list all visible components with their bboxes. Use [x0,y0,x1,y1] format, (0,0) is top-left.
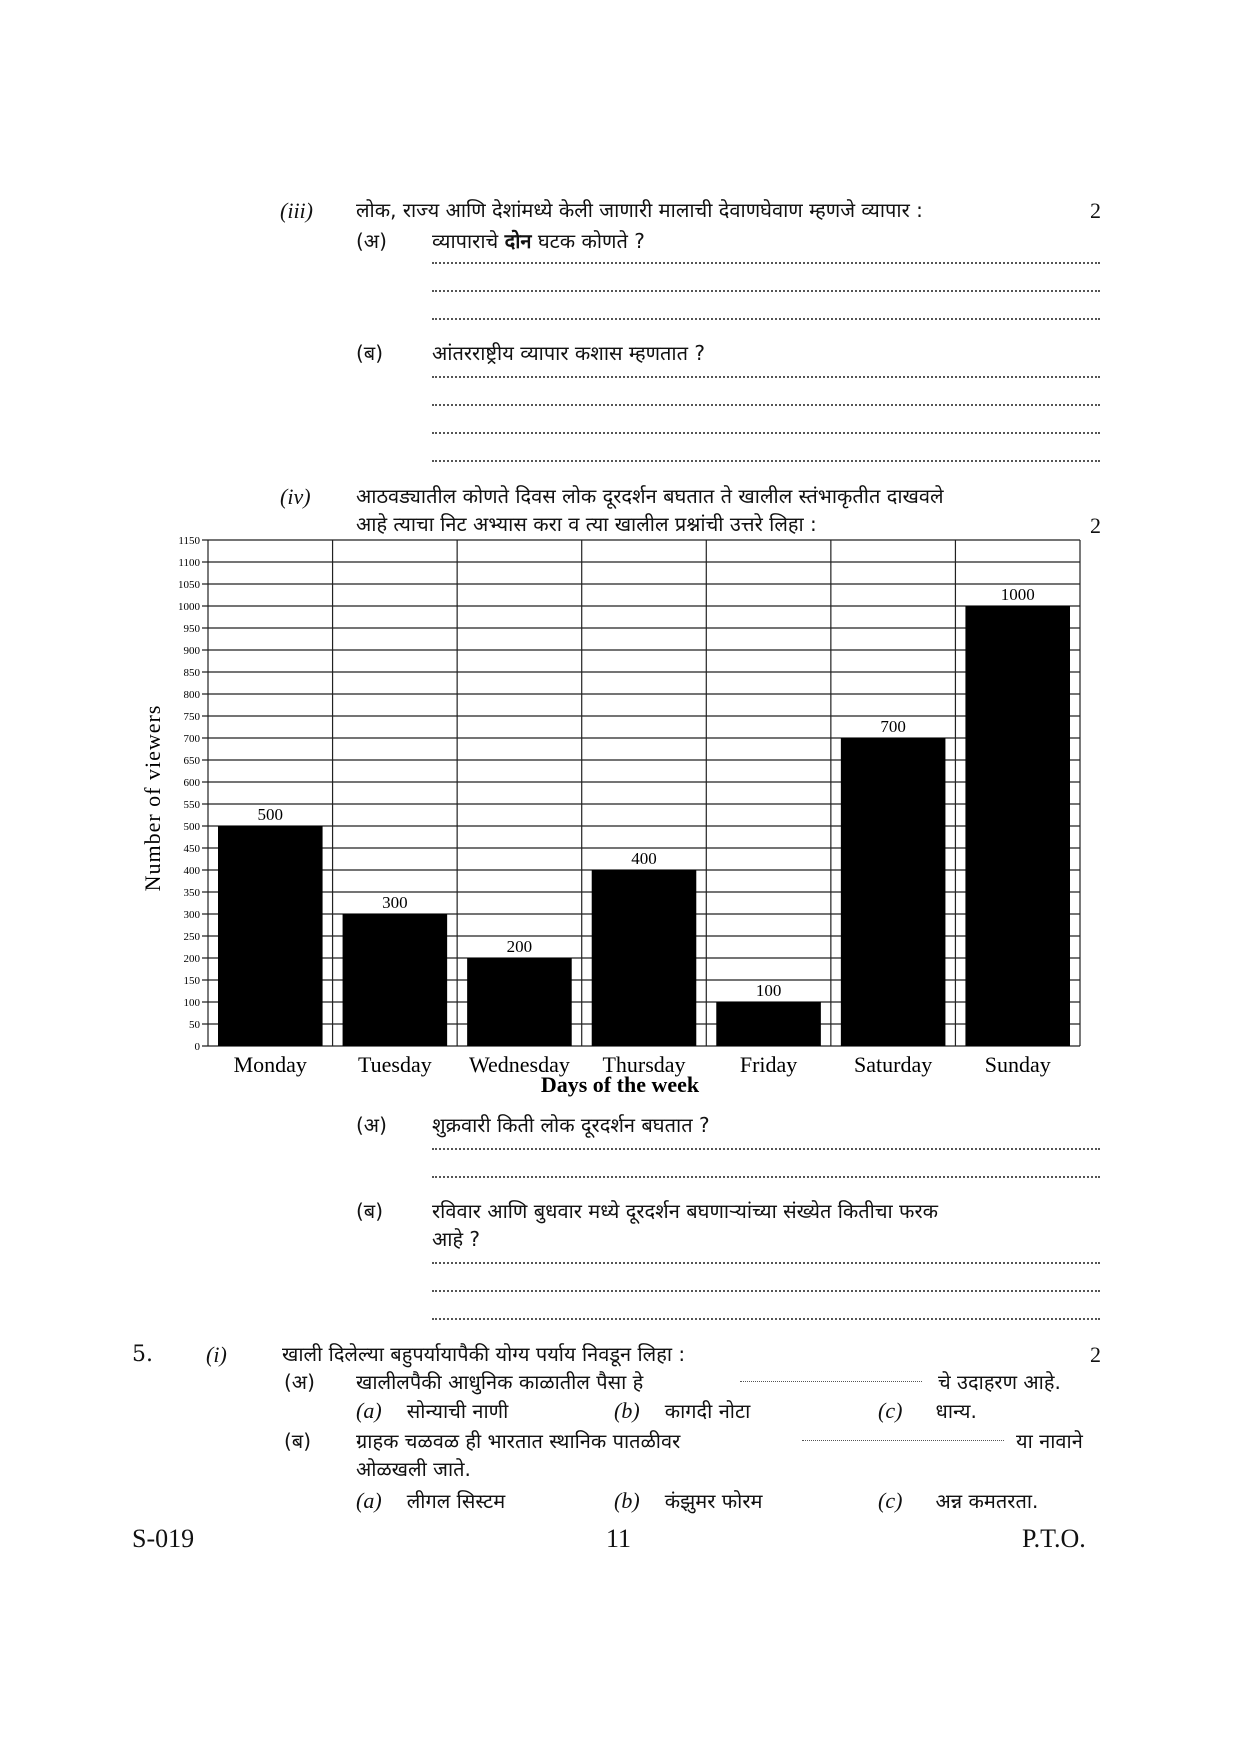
bar-saturday [841,738,946,1046]
sub-question-iv-b-line2: आहे ? [432,1227,481,1251]
paper-code: S-019 [132,1524,195,1553]
bar-wednesday [467,958,572,1046]
option-label: (b) [614,1398,640,1423]
question-5-stem: खाली दिलेल्या बहुपर्यायापैकी योग्य पर्याय निवडून लिहा : [282,1342,686,1366]
please-turn-over: P.T.O. [1022,1524,1086,1553]
data-label: 200 [506,937,533,956]
option-text: कागदी नोटा [664,1399,751,1423]
option-5-b-c[interactable] [878,1488,1038,1514]
y-tick-label: 1050 [178,579,200,591]
option-label: (a) [356,1398,382,1423]
x-tick-label: Saturday [854,1052,933,1077]
sub-label-5-b: (ब) [284,1429,312,1453]
question-iv-stem-line1: आठवड्यातील कोणते दिवस लोक दूरदर्शन बघतात ते खालील स्तंभाकृतीत दाखवले [356,484,944,508]
sub-label-iv-b: (ब) [356,1199,384,1223]
y-tick-label: 50 [189,1019,200,1031]
question-5-sub-number: (i) [206,1342,227,1367]
y-tick-label: 750 [183,711,200,723]
y-tick-label: 900 [183,645,200,657]
sub-question-iii-a-bold: दोन [504,229,532,253]
x-tick-label: Wednesday [468,1052,570,1077]
sub-question-5-a-tail: चे उदाहरण आहे. [938,1370,1061,1394]
x-tick-label: Tuesday [357,1052,432,1077]
y-tick-label: 700 [183,733,200,745]
option-label: (b) [614,1488,640,1513]
answer-line[interactable] [432,1262,1100,1264]
option-text: सोन्याची नाणी [406,1399,509,1423]
blank-line[interactable] [802,1440,1004,1441]
option-label: (c) [878,1398,903,1423]
bar-thursday [592,870,697,1046]
question-number-iv: (iv) [280,484,311,509]
y-tick-label: 300 [183,909,200,921]
y-tick-label: 1150 [178,535,200,547]
y-tick-label: 350 [183,887,200,899]
marks-iv: 2 [1090,513,1101,538]
option-5-b-b[interactable] [614,1488,762,1514]
sub-question-5-b-line2: ओळखली जाते. [356,1457,471,1481]
y-tick-label: 1100 [178,557,200,569]
y-tick-label: 400 [183,865,200,877]
question-number-iii: (iii) [280,198,313,223]
sub-label-iii-b: (ब) [356,341,384,365]
bar-sunday [965,606,1070,1046]
bar-monday [218,826,323,1046]
data-label: 1000 [1000,585,1035,604]
page-number: 11 [606,1524,632,1553]
option-5-b-a[interactable] [356,1488,505,1514]
data-label: 400 [631,849,657,868]
option-text: लीगल सिस्टम [406,1489,506,1513]
y-tick-label: 650 [183,755,200,767]
y-tick-label: 250 [183,931,200,943]
question-number-5: 5. [132,1342,153,1367]
y-tick-label: 600 [183,777,200,789]
sub-label-iv-a: (अ) [356,1113,387,1137]
answer-line[interactable] [432,1290,1100,1292]
option-text: अन्न कमतरता. [935,1489,1039,1513]
x-tick-label: Sunday [984,1052,1051,1077]
sub-question-5-b: ग्राहक चळवळ ही भारतात स्थानिक पातळीवर [356,1429,681,1453]
option-5-a-a[interactable] [356,1398,508,1424]
option-text: कंझुमर फोरम [664,1489,763,1513]
bar-friday [716,1002,821,1046]
bar-tuesday [343,914,448,1046]
data-label: 300 [382,893,408,912]
answer-line[interactable] [432,1318,1100,1320]
y-tick-label: 450 [183,843,200,855]
option-label: (c) [878,1488,903,1513]
data-label: 500 [257,805,284,824]
sub-question-5-b-tail: या नावाने [1016,1429,1083,1453]
data-label: 100 [755,981,782,1000]
marks-5: 2 [1090,1342,1101,1367]
sub-question-iii-a-text1: व्यापाराचे [432,229,499,253]
y-tick-label: 1000 [178,601,200,613]
question-iv-stem-line2: आहे त्याचा निट अभ्यास करा व त्या खालील प्रश्नांची उत्तरे लिहा : [356,512,817,536]
data-label: 700 [880,717,906,736]
y-tick-label: 150 [183,975,200,987]
x-tick-label: Friday [739,1052,798,1077]
option-label: (a) [356,1488,382,1513]
option-text: धान्य. [935,1399,977,1423]
y-tick-label: 100 [183,997,200,1009]
y-tick-label: 550 [183,799,200,811]
sub-question-5-a: खालीलपैकी आधुनिक काळातील पैसा हे [356,1370,644,1394]
x-axis-label: Days of the week [540,1072,700,1097]
sub-question-iii-a-text2: घटक कोणते ? [537,229,645,253]
y-tick-label: 850 [183,667,200,679]
y-tick-label: 500 [183,821,200,833]
y-tick-label: 200 [183,953,200,965]
y-tick-label: 0 [194,1041,200,1053]
sub-question-iii-b: आंतरराष्ट्रीय व्यापार कशास म्हणतात ? [432,341,705,365]
sub-question-iv-b-line1: रविवार आणि बुधवार मध्ये दूरदर्शन बघणाऱ्यांच्या संख्येत कितीचा फरक [432,1199,939,1223]
y-tick-label: 950 [183,623,200,635]
sub-label-iii-a: (अ) [356,229,387,253]
y-axis-label: Number of viewers [140,704,165,892]
question-iii-stem: लोक, राज्य आणि देशांमध्ये केली जाणारी मालाची देवाणघेवाण म्हणजे व्यापार : [356,198,923,222]
blank-line[interactable] [740,1381,922,1382]
sub-question-iv-a: शुक्रवारी किती लोक दूरदर्शन बघतात ? [432,1113,710,1137]
option-5-a-c[interactable] [878,1398,977,1424]
y-tick-label: 800 [183,689,200,701]
answer-line[interactable] [432,1148,1100,1150]
option-5-a-b[interactable] [614,1398,750,1424]
marks-iii: 2 [1090,198,1101,223]
x-tick-label: Thursday [602,1052,686,1077]
x-tick-label: Monday [233,1052,307,1077]
sub-label-5-a: (अ) [284,1370,315,1394]
answer-line[interactable] [432,1176,1100,1178]
